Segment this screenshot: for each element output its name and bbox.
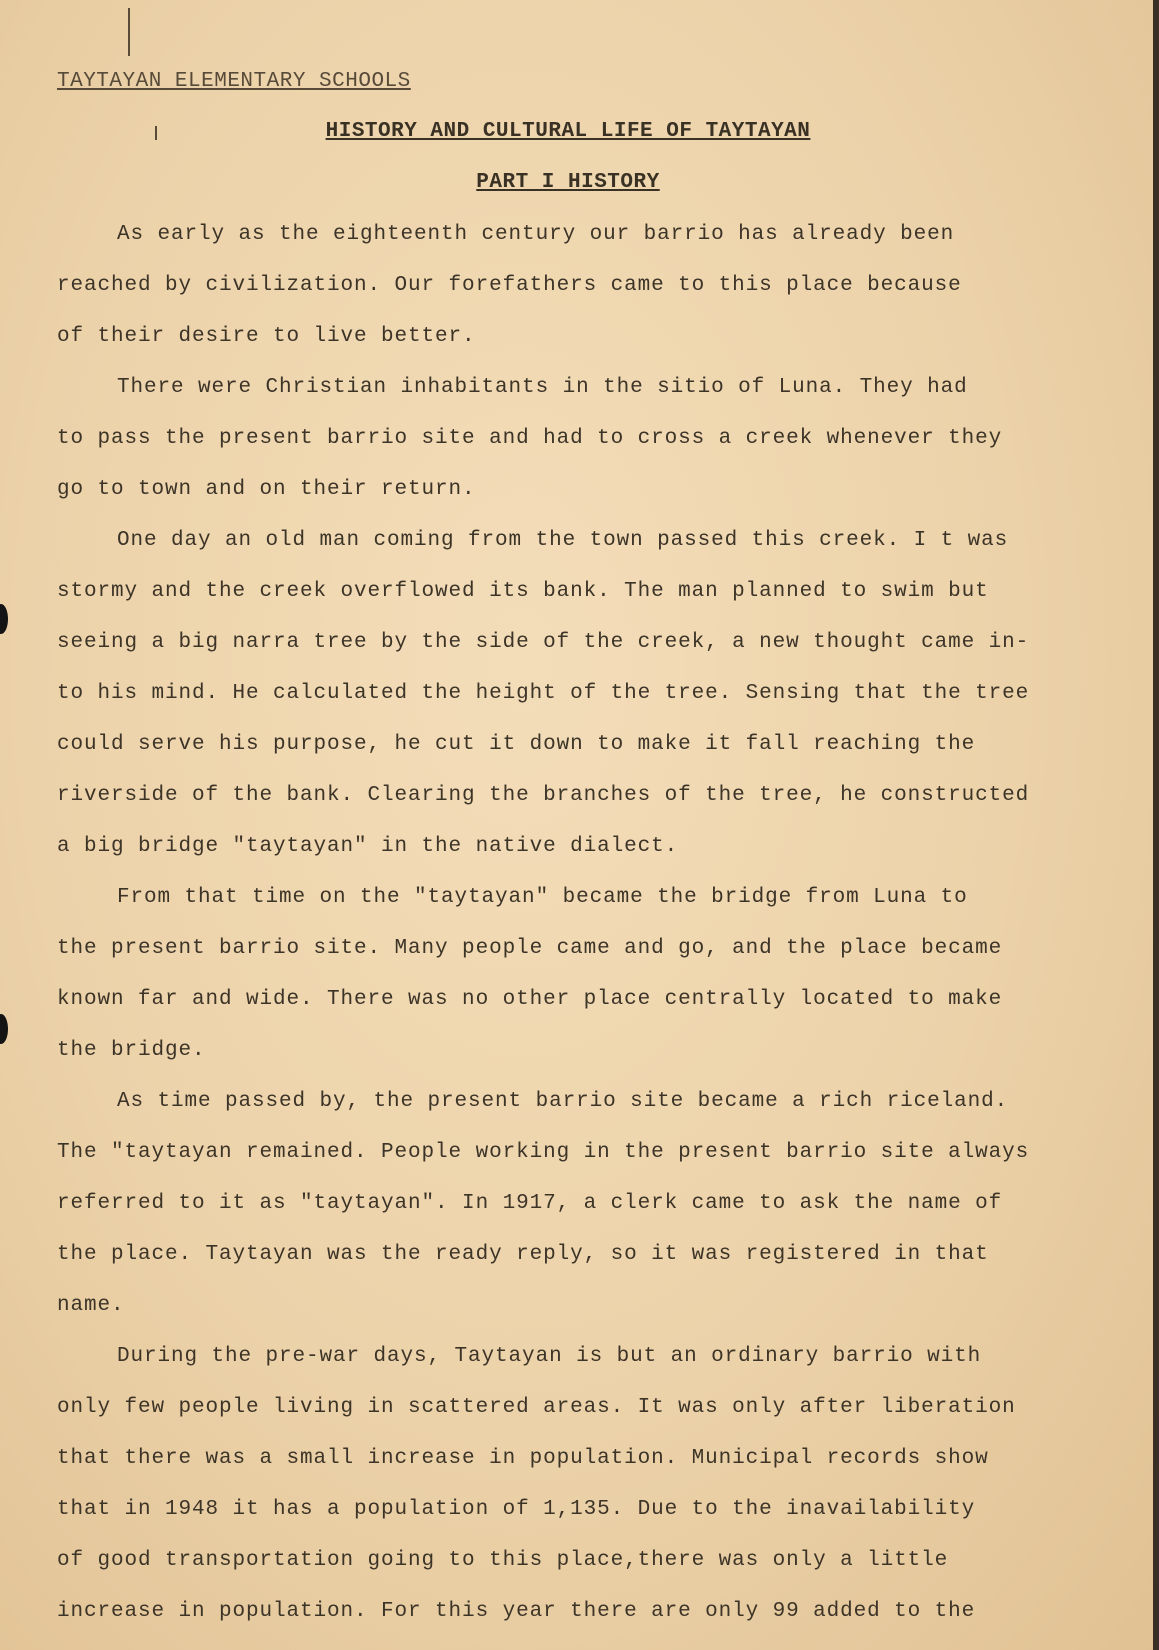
text-line: that there was a small increase in population. Municipal records show xyxy=(57,1447,989,1470)
punch-hole xyxy=(0,1014,8,1044)
text-line: riverside of the bank. Clearing the branches of the tree, he constructed xyxy=(57,784,1030,807)
text-line: the bridge. xyxy=(57,1039,206,1062)
text-line: seeing a big narra tree by the side of the creek, a new thought came in- xyxy=(57,631,1030,654)
text-line: One day an old man coming from the town passed this creek. I t was xyxy=(117,529,1009,552)
text-line: The "taytayan remained. People working in the present barrio site always xyxy=(57,1141,1030,1164)
text-line: could serve his purpose, he cut it down to make it fall reaching the xyxy=(57,733,976,756)
text-line: known far and wide. There was no other place centrally located to make xyxy=(57,988,1003,1011)
text-line: to pass the present barrio site and had to cross a creek whenever they xyxy=(57,427,1003,450)
pencil-mark xyxy=(128,8,130,56)
text-line: only few people living in scattered areas. It was only after liberation xyxy=(57,1396,1016,1419)
pencil-mark xyxy=(155,126,157,140)
text-line: of good transportation going to this place,there was only a little xyxy=(57,1549,949,1572)
school-header: TAYTAYAN ELEMENTARY SCHOOLS xyxy=(57,70,411,93)
text-line: There were Christian inhabitants in the sitio of Luna. They had xyxy=(117,376,968,399)
text-line: From that time on the "taytayan" became the bridge from Luna to xyxy=(117,886,968,909)
text-line: As time passed by, the present barrio site became a rich riceland. xyxy=(117,1090,1009,1113)
text-line: go to town and on their return. xyxy=(57,478,476,501)
body-text xyxy=(57,219,1127,1647)
document-title: HISTORY AND CULTURAL LIFE OF TAYTAYAN xyxy=(325,120,811,143)
page-edge-shadow xyxy=(1153,0,1159,1650)
text-line: stormy and the creek overflowed its bank. The man planned to swim but xyxy=(57,580,989,603)
text-line: the present barrio site. Many people came and go, and the place became xyxy=(57,937,1003,960)
text-line: reached by civilization. Our forefathers came to this place because xyxy=(57,274,962,297)
text-line: to his mind. He calculated the height of the tree. Sensing that the tree xyxy=(57,682,1030,705)
text-line: name. xyxy=(57,1294,125,1317)
punch-hole xyxy=(0,604,8,634)
text-line: increase in population. For this year there are only 99 added to the xyxy=(57,1600,976,1623)
text-line: As early as the eighteenth century our barrio has already been xyxy=(117,223,955,246)
text-line: During the pre-war days, Taytayan is but an ordinary barrio with xyxy=(117,1345,982,1368)
text-line: that in 1948 it has a population of 1,135. Due to the inavailability xyxy=(57,1498,976,1521)
text-line: the place. Taytayan was the ready reply, so it was registered in that xyxy=(57,1243,989,1266)
section-heading: PART I HISTORY xyxy=(476,171,660,194)
text-line: referred to it as "taytayan". In 1917, a clerk came to ask the name of xyxy=(57,1192,1003,1215)
text-line: of their desire to live better. xyxy=(57,325,476,348)
text-line: a big bridge "taytayan" in the native dialect. xyxy=(57,835,679,858)
